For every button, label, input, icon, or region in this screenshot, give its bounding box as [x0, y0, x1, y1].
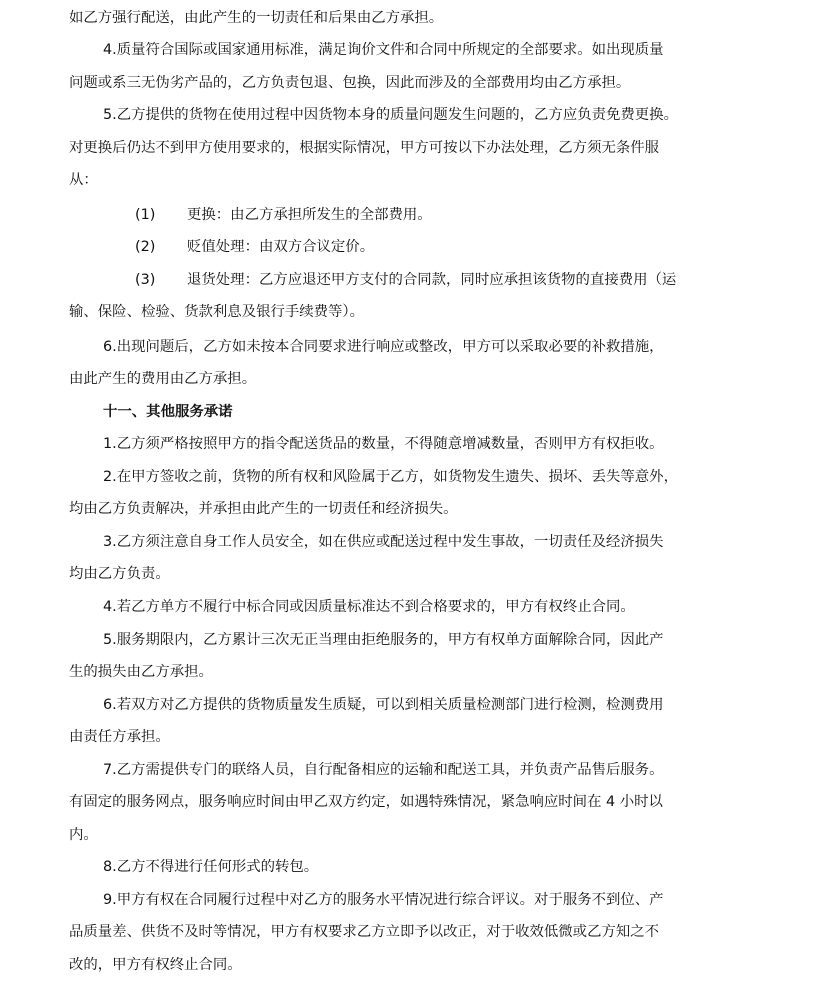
text-line: 内。 — [69, 827, 98, 843]
sub-item-2-number: (2) — [135, 239, 156, 255]
sub-item-1-text: 更换：由乙方承担所发生的全部费用。 — [187, 207, 432, 223]
clause-6-line: 6.出现问题后，乙方如未按本合同要求进行响应或整改，甲方可以采取必要的补救措施， — [103, 339, 664, 355]
sub-item-3-number: (3) — [135, 272, 156, 288]
text-line: 从： — [69, 172, 98, 188]
clause-5-line: 5.乙方提供的货物在使用过程中因货物本身的质量问题发生问题的，乙方应负责免费更换。 — [103, 107, 678, 123]
text-line: 输、保险、检验、货款利息及银行手续费等）。 — [69, 304, 365, 320]
sub-item-3-text: 退货处理：乙方应退还甲方支付的合同款，同时应承担该货物的直接费用（运 — [187, 272, 677, 288]
text-line: 均由乙方负责解决，并承担由此产生的一切责任和经济损失。 — [69, 501, 458, 517]
service-clause-2: 2.在甲方签收之前，货物的所有权和风险属于乙方，如货物发生遗失、损坏、丢失等意外， — [103, 469, 678, 485]
text-line: 对更换后仍达不到甲方使用要求的，根据实际情况，甲方可按以下办法处理，乙方须无条件服 — [69, 140, 660, 156]
text-line: 问题或系三无伪劣产品的，乙方负责包退、包换，因此而涉及的全部费用均由乙方承担。 — [69, 75, 631, 91]
service-clause-8: 8.乙方不得进行任何形式的转包。 — [103, 859, 319, 875]
text-line: 改的，甲方有权终止合同。 — [69, 957, 242, 973]
service-clause-9: 9.甲方有权在合同履行过程中对乙方的服务水平情况进行综合评议。对于服务不到位、产 — [103, 892, 664, 908]
text-line: 由责任方承担。 — [69, 729, 170, 745]
text-line: 品质量差、供货不及时等情况，甲方有权要求乙方立即予以改正，对于收效低微或乙方知之不 — [69, 924, 660, 940]
text-line: 如乙方强行配送，由此产生的一切责任和后果由乙方承担。 — [69, 10, 444, 26]
sub-item-2-text: 贬值处理：由双方合议定价。 — [187, 239, 375, 255]
text-line: 由此产生的费用由乙方承担。 — [69, 371, 257, 387]
service-clause-7: 7.乙方需提供专门的联络人员，自行配备相应的运输和配送工具，并负责产品售后服务。 — [103, 762, 664, 778]
service-clause-6: 6.若双方对乙方提供的货物质量发生质疑，可以到相关质量检测部门进行检测，检测费用 — [103, 697, 664, 713]
sub-item-1-number: (1) — [135, 207, 156, 223]
service-clause-1: 1.乙方须严格按照甲方的指令配送货品的数量，不得随意增减数量，否则甲方有权拒收。 — [103, 436, 664, 452]
text-line: 生的损失由乙方承担。 — [69, 664, 213, 680]
service-clause-3: 3.乙方须注意自身工作人员安全，如在供应或配送过程中发生事故，一切责任及经济损失 — [103, 534, 664, 550]
text-line: 均由乙方负责。 — [69, 566, 170, 582]
clause-4-line: 4.质量符合国际或国家通用标准，满足询价文件和合同中所规定的全部要求。如出现质量 — [103, 42, 664, 58]
section-heading: 十一、其他服务承诺 — [103, 404, 233, 420]
service-clause-4: 4.若乙方单方不履行中标合同或因质量标准达不到合格要求的，甲方有权终止合同。 — [103, 599, 635, 615]
service-clause-5: 5.服务期限内，乙方累计三次无正当理由拒绝服务的，甲方有权单方面解除合同，因此产 — [103, 632, 664, 648]
text-line: 有固定的服务网点，服务响应时间由甲乙双方约定，如遇特殊情况，紧急响应时间在 4 小时以 — [69, 794, 663, 810]
